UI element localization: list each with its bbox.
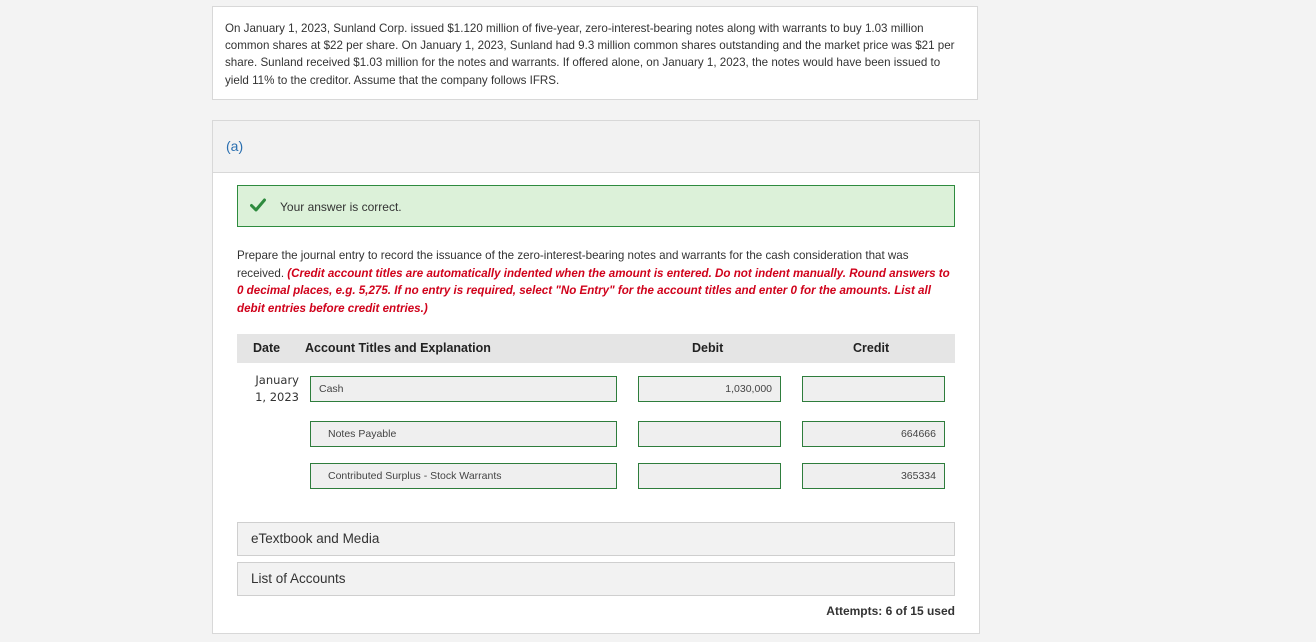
credit-input[interactable]: 664666 <box>802 421 945 447</box>
feedback-text: Your answer is correct. <box>280 200 402 214</box>
date-header: Date <box>253 341 281 355</box>
debit-input[interactable] <box>638 421 781 447</box>
account-header: Account Titles and Explanation <box>305 341 491 355</box>
date-line-2: 1, 2023 <box>255 390 299 404</box>
problem-text: On January 1, 2023, Sunland Corp. issued $1.120 million of five-year, zero-interest-bearing notes along with warrants to buy 1.03 million common shares at $22 per share. On January 1, 2023, Sunland had 9.3 million common shares outstanding and the market price was $21 per share. Sunland received $1.03 million for the notes and warrants. If offered alone, on January 1, 2023, the notes would have been issued to yield 11% to the creditor. Assume that the company follows IFRS. <box>225 22 955 87</box>
etextbook-label: eTextbook and Media <box>251 531 380 546</box>
credit-header: Credit <box>853 341 890 355</box>
correct-answer-banner <box>237 185 955 227</box>
debit-header: Debit <box>692 341 724 355</box>
list-of-accounts-label: List of Accounts <box>251 571 346 586</box>
instructions-text: Prepare the journal entry to record the issuance of the zero-interest-bearing notes and warrants for the cash consideration that was received. <box>237 249 909 280</box>
account-title-input[interactable]: Notes Payable <box>310 421 617 447</box>
part-label: (a) <box>226 138 244 154</box>
journal-header-row <box>237 334 955 363</box>
account-title-input[interactable]: Cash <box>310 376 617 402</box>
part-a-panel <box>212 120 980 634</box>
account-title-input[interactable]: Contributed Surplus - Stock Warrants <box>310 463 617 489</box>
debit-input[interactable] <box>638 463 781 489</box>
journal-date <box>237 372 299 406</box>
checkmark-icon <box>250 197 266 213</box>
debit-input[interactable]: 1,030,000 <box>638 376 781 402</box>
instructions-note: (Credit account titles are automatically indented when the amount is entered. Do not indent manually. Round answers to 0 decimal places, e.g. 5,275. If no entry is required, select "No Entry" for the account titles and enter 0 for the amounts. List all debit entries before credit entries.) <box>237 266 950 315</box>
etextbook-media-link[interactable] <box>237 522 955 556</box>
attempts-counter: Attempts: 6 of 15 used <box>826 604 955 618</box>
instructions <box>237 247 955 317</box>
credit-input[interactable]: 365334 <box>802 463 945 489</box>
date-line-1: January <box>255 373 299 387</box>
list-of-accounts-link[interactable] <box>237 562 955 596</box>
part-header <box>213 121 979 173</box>
credit-input[interactable] <box>802 376 945 402</box>
problem-statement <box>212 6 978 100</box>
